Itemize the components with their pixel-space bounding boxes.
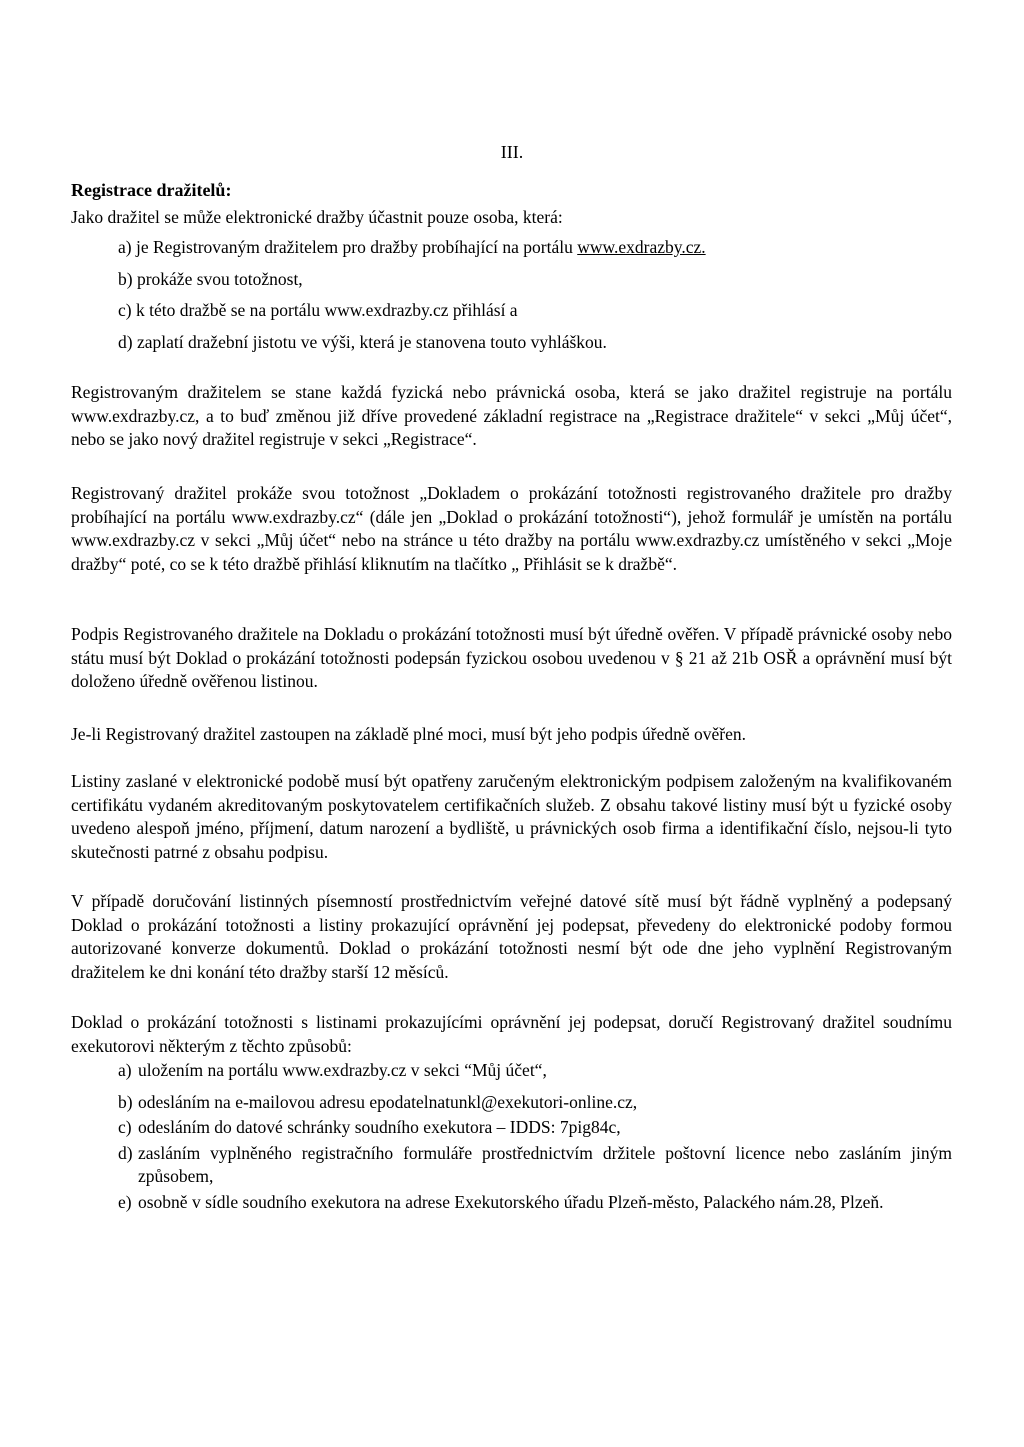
condition-item (118, 236, 958, 268)
delivery-method-item (118, 1191, 952, 1215)
paragraph-signature: Podpis Registrovaného dražitele na Dokladu o prokázání totožnosti musí být úředně ověřen. V případě právnické osoby nebo státu musí být Doklad o prokázání totožnosti podepsán fyzickou osobou uvedenou v § 21 až 21b OSŘ a oprávnění musí být doloženo úředně ověřenou listinou. (71, 624, 952, 691)
condition-text: a) je Registrovaným dražitelem pro dražby probíhající na portálu (118, 237, 578, 257)
condition-item (118, 299, 958, 331)
intro-text: Jako dražitel se může elektronické dražby účastnit pouze osoba, která: (71, 207, 563, 227)
delivery-method-text: odesláním do datové schránky soudního exekutora – IDDS: 7pig84c, (138, 1117, 621, 1137)
condition-item (118, 268, 958, 300)
section-heading: Registrace dražitelů: (71, 180, 232, 200)
delivery-method-item (118, 1091, 952, 1115)
delivery-method-item (118, 1116, 952, 1140)
list-marker: c) (118, 1117, 132, 1137)
condition-text: d) zaplatí dražební jistotu ve výši, která je stanovena touto vyhláškou. (118, 331, 607, 352)
paragraph-power-of-attorney: Je-li Registrovaný dražitel zastoupen na základě plné moci, musí být jeho podpis úředně ověřen. (71, 724, 747, 744)
delivery-method-item (118, 1142, 952, 1189)
list-marker: b) (118, 1091, 133, 1112)
paragraph-delivery-intro: Doklad o prokázání totožnosti s listinami prokazujícími oprávnění jej podepsat, doručí Registrovaný dražitel soudnímu exekutorovi některým z těchto způsobů: (71, 1012, 952, 1056)
delivery-method-text: uložením na portálu www.exdrazby.cz v sekci “Můj účet“, (138, 1060, 547, 1080)
delivery-methods-list (118, 1059, 952, 1216)
delivery-method-text: odesláním na e-mailovou adresu epodatelnatunkl@exekutori-online.cz, (138, 1091, 638, 1112)
condition-text: c) k této dražbě se na portálu www.exdrazby.cz přihlásí a (118, 300, 518, 320)
delivery-method-item (118, 1059, 952, 1083)
list-marker: e) (118, 1191, 132, 1212)
list-marker: d) (118, 1142, 133, 1163)
paragraph-data-network: V případě doručování listinných písemností prostřednictvím veřejné datové sítě musí být řádně vyplněný a podepsaný Doklad o prokázání totožnosti a listiny prokazující oprávnění jej podepsat, převedeny do elektronické podoby formou autorizované konverze dokumentů. Doklad o prokázání totožnosti nesmí být ode dne jeho vyplnění Registrovaným dražitelem ke dni konání této dražby starší 12 měsíců. (71, 891, 952, 982)
condition-item (118, 331, 958, 363)
conditions-list (118, 236, 958, 362)
delivery-method-text: osobně v sídle soudního exekutora na adrese Exekutorského úřadu Plzeň-město, Palackého nám.28, Plzeň. (138, 1191, 884, 1212)
paragraph-electronic-documents: Listiny zaslané v elektronické podobě musí být opatřeny zaručeným elektronickým podpisem založeným na kvalifikovaném certifikátu vydaném akreditovaným poskytovatelem certifikačních služeb. Z obsahu takové listiny musí být u fyzické osoby uvedeno alespoň jméno, příjmení, datum narození a bydliště, u právnických osob firma a identifikační číslo, nejsou-li tyto skutečnosti patrné z obsahu podpisu. (71, 771, 952, 862)
delivery-method-text: zasláním vyplněného registračního formuláře prostřednictvím držitele poštovní licence nebo zasláním jiným způsobem, (138, 1142, 952, 1186)
section-number: III. (500, 142, 524, 162)
paragraph-registration: Registrovaným dražitelem se stane každá fyzická nebo právnická osoba, která se jako dražitel registruje na portálu www.exdrazby.cz, a to buď změnou již dříve provedené základní registrace na „Registrace dražitele“ v sekci „Můj účet“, nebo se jako nový dražitel registruje v sekci „Registrace“. (71, 382, 952, 449)
portal-link[interactable]: www.exdrazby.cz. (577, 237, 706, 257)
condition-text: b) prokáže svou totožnost, (118, 268, 303, 289)
paragraph-identity-proof: Registrovaný dražitel prokáže svou totožnost „Dokladem o prokázání totožnosti registrovaného dražitele pro dražby probíhající na portálu www.exdrazby.cz“ (dále jen „Doklad o prokázání totožnosti“), jehož formulář je umístěn na portálu www.exdrazby.cz v sekci „Můj účet“ nebo na stránce u této dražby na portálu www.exdrazby.cz umístěného v sekci „Moje dražby“ poté, co se k této dražbě přihlásí kliknutím na tlačítko „ Přihlásit se k dražbě“. (71, 483, 952, 574)
list-marker: a) (118, 1060, 132, 1080)
